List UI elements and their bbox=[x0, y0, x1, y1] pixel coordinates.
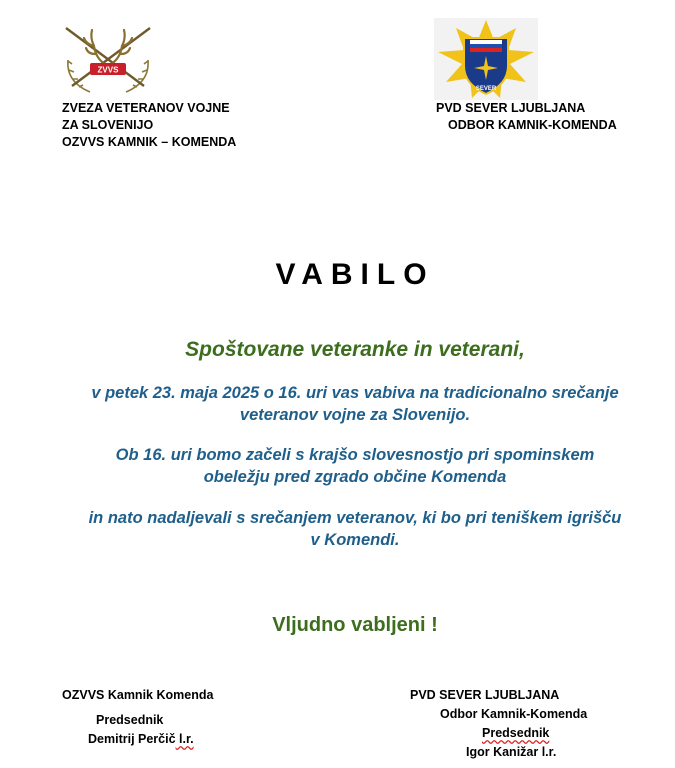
left-org-line: OZVVS KAMNIK – KOMENDA bbox=[62, 135, 237, 149]
greeting: Spoštovane veteranke in veterani, bbox=[185, 338, 525, 361]
left-org-line: ZVEZA VETERANOV VOJNE bbox=[62, 101, 230, 115]
paragraph-line: v Komendi. bbox=[310, 531, 400, 549]
paragraph-line: v petek 23. maja 2025 o 16. uri vas vabiva na tradicionalno srečanje bbox=[91, 384, 619, 402]
signature-sub-org: Odbor Kamnik-Komenda bbox=[440, 707, 588, 721]
signature-suffix: l.r. bbox=[175, 732, 194, 746]
left-signature bbox=[62, 686, 213, 749]
closing-line: Vljudno vabljeni ! bbox=[272, 614, 438, 636]
signature-org: PVD SEVER LJUBLJANA bbox=[410, 688, 560, 702]
signature-role-line bbox=[410, 724, 587, 743]
left-org-line: ZA SLOVENIJO bbox=[62, 118, 154, 132]
paragraph-line: obeležju pred zgrado občine Komenda bbox=[203, 468, 507, 486]
signature-role: Predsednik bbox=[482, 726, 550, 740]
invitation-title: VABILO bbox=[275, 258, 435, 291]
pvd-sever-logo bbox=[434, 18, 538, 100]
paragraph-line: in nato nadaljevali s srečanjem veteranov, ki bo pri teniškem igrišču bbox=[88, 509, 622, 527]
sever-logo-text: SEVER bbox=[475, 86, 497, 92]
right-signature bbox=[410, 686, 587, 762]
right-org-line: PVD SEVER LJUBLJANA bbox=[436, 101, 586, 115]
right-org-line: ODBOR KAMNIK-KOMENDA bbox=[448, 118, 617, 132]
paragraph-event-date bbox=[40, 382, 670, 426]
signature-name-line bbox=[62, 730, 213, 749]
signature-org: OZVVS Kamnik Komenda bbox=[62, 688, 214, 702]
signature-name: Igor Kanižar l.r. bbox=[466, 745, 557, 759]
paragraph-line: veteranov vojne za Slovenijo. bbox=[239, 406, 471, 424]
signature-role: Predsednik bbox=[96, 713, 164, 727]
left-organization-block bbox=[62, 100, 236, 151]
signature-name: Demitrij Perčič bbox=[88, 732, 176, 746]
paragraph-ceremony bbox=[40, 444, 670, 488]
paragraph-line: Ob 16. uri bomo začeli s krajšo slovesnostjo pri spominskem bbox=[115, 446, 595, 464]
zvvs-logo bbox=[60, 20, 156, 98]
right-organization-block bbox=[436, 100, 617, 134]
paragraph-meeting bbox=[40, 507, 670, 551]
zvvs-logo-text: ZVVS bbox=[97, 65, 119, 75]
